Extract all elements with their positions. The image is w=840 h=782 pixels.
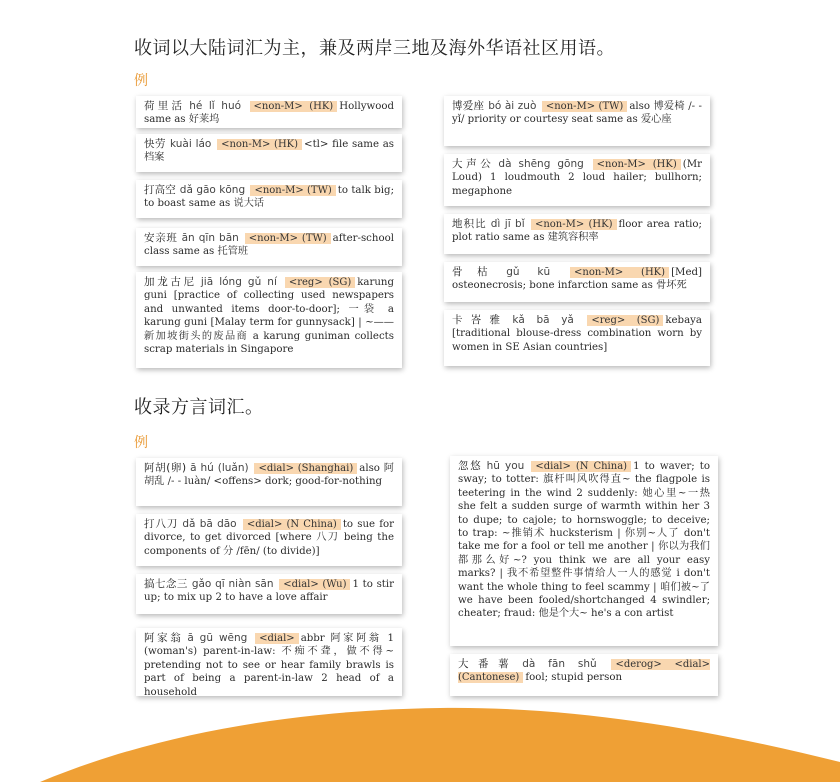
label-tag: <dial> (Shanghai) bbox=[254, 463, 357, 474]
pinyin: hū you bbox=[486, 460, 525, 472]
decorative-wave bbox=[0, 692, 840, 782]
headword: 快劳 bbox=[144, 138, 166, 150]
entry-card bbox=[136, 134, 402, 172]
label-tag: <non-M> (TW) bbox=[542, 101, 627, 112]
pinyin: dì jī bǐ bbox=[490, 218, 525, 230]
entry-card bbox=[136, 272, 402, 368]
label-tag: <derog> <dial> (Cantonese) bbox=[458, 659, 711, 684]
pinyin: jiā lóng gǔ ní bbox=[200, 276, 277, 288]
definition: to talk big; to boast same as 说大话 bbox=[144, 185, 395, 210]
definition: 1 to waver; to sway; to totter: 旗杆叫风吹得直~ the flagpole is teetering in the wind 2 suddenly: 她心里~一热 she felt a sudden surge of warmth within her 3 to dupe; to cajole; to hornswoggle; to deceive; to trap: ~推销术 hucksterism | 你别~人了 don't take me for a fool or tell me another | 你以为我们都那么好~? you think we are all your easy marks? | 我不希望整件事情给人一人的感觉 i don't want the whole thing to feel scammy | 咱们被~了 we have been fooled/shortchanged 4 swindler; cheater; fraud: 他是个大~ he's a con artist bbox=[458, 461, 710, 620]
entry-card bbox=[136, 96, 402, 128]
entry-card bbox=[136, 628, 402, 696]
example-label-1: 例 bbox=[134, 73, 148, 89]
label-tag: <dial> (Wu) bbox=[279, 579, 350, 590]
definition: after-school class same as 托管班 bbox=[144, 233, 394, 258]
pinyin: ā hú (luǎn) bbox=[190, 462, 249, 474]
definition: kebaya [traditional blouse-dress combination worn by women in SE Asian countries] bbox=[452, 315, 702, 353]
pinyin: gǔ kū bbox=[506, 266, 551, 278]
definition: abbr 阿家阿翁 1 (woman's) parent-in-law: 不痴不聋，做不得~ pretending not to see or hear family brawls is part of being a parent-in-law 2 head of a household bbox=[144, 633, 394, 698]
headword: 安亲班 bbox=[144, 232, 178, 244]
headword: 荷里活 bbox=[144, 100, 186, 112]
heading-dialect: 收录方言词汇。 bbox=[134, 397, 264, 418]
label-tag: <dial> bbox=[255, 633, 299, 644]
definition: <tl> file same as 档案 bbox=[144, 139, 395, 164]
headword: 阿胡(卵) bbox=[144, 462, 187, 474]
pinyin: dǎ bā dāo bbox=[182, 518, 237, 530]
definition: also 阿胡乱 /- - luàn/ <offens> dork; good-for-nothing bbox=[144, 463, 394, 488]
entry-card bbox=[136, 228, 402, 266]
entry-card bbox=[136, 180, 402, 218]
headword: 骨枯 bbox=[452, 266, 503, 278]
definition: Hollywood same as 好莱坞 bbox=[144, 101, 395, 126]
label-tag: <non-M> (HK) bbox=[217, 139, 302, 150]
entry-card bbox=[444, 310, 710, 366]
pinyin: kǎ bā yǎ bbox=[512, 314, 574, 326]
entry-card bbox=[136, 458, 402, 506]
headword: 阿家翁 bbox=[144, 632, 184, 644]
entry-card bbox=[444, 154, 710, 206]
entry-card bbox=[136, 574, 402, 614]
pinyin: bó ài zuò bbox=[488, 100, 537, 112]
headword: 地积比 bbox=[452, 218, 487, 230]
label-tag: <dial> (N China) bbox=[243, 519, 341, 530]
headword: 大声公 bbox=[452, 158, 495, 170]
headword: 大番薯 bbox=[458, 658, 519, 670]
pinyin: hé lǐ huó bbox=[189, 100, 242, 112]
definition: 1 to stir up; to mix up 2 to have a love affair bbox=[144, 579, 395, 604]
entry-card bbox=[450, 654, 718, 696]
label-tag: <non-M> (HK) bbox=[593, 159, 681, 170]
label-tag: <non-M> (HK) bbox=[250, 101, 338, 112]
example-label-2: 例 bbox=[134, 435, 148, 451]
label-tag: <reg> (SG) bbox=[285, 277, 355, 288]
label-tag: <non-M> (TW) bbox=[245, 233, 331, 244]
headword: 忽悠 bbox=[458, 460, 483, 472]
entry-card bbox=[450, 456, 718, 646]
pinyin: ā gū wēng bbox=[187, 632, 248, 644]
entry-card bbox=[444, 262, 710, 302]
entry-card bbox=[136, 514, 402, 566]
definition: to sue for divorce, to get divorced [where 八刀 being the components of 分 /fēn/ (to divide)] bbox=[144, 519, 395, 557]
pinyin: ān qīn bān bbox=[181, 232, 239, 244]
definition: floor area ratio; plot ratio same as 建筑容积率 bbox=[452, 219, 702, 244]
headword: 卡峇雅 bbox=[452, 314, 509, 326]
definition: karung guni [practice of collecting used newspapers and unwanted items door-to-door]; 一袋 a karung guni [Malay term for gunnysack] | ~——新加坡街头的废品商 a karung guniman collects scrap materials in Singapore bbox=[144, 277, 395, 356]
headword: 打八刀 bbox=[144, 518, 179, 530]
headword: 加龙古尼 bbox=[144, 276, 197, 288]
pinyin: dà fān shǔ bbox=[522, 658, 597, 670]
label-tag: <non-M> (HK) bbox=[531, 219, 617, 230]
headword: 搞七念三 bbox=[144, 578, 188, 590]
definition: (Mr Loud) 1 loudmouth 2 loud hailer; bullhorn; megaphone bbox=[452, 159, 703, 197]
label-tag: <non-M> (HK) bbox=[570, 267, 669, 278]
pinyin: gǎo qī niàn sān bbox=[191, 578, 274, 590]
entry-card bbox=[444, 214, 710, 254]
label-tag: <dial> (N China) bbox=[531, 461, 631, 472]
heading-regional: 收词以大陆词汇为主，兼及两岸三地及海外华语社区用语。 bbox=[134, 38, 615, 59]
definition: [Med] osteonecrosis; bone infarction same as 骨坏死 bbox=[452, 267, 702, 292]
pinyin: dà shēng gōng bbox=[498, 158, 584, 170]
definition: also 博爱椅 /- - yǐ/ priority or courtesy seat same as 爱心座 bbox=[452, 101, 702, 126]
definition: fool; stupid person bbox=[525, 672, 623, 684]
headword: 打高空 bbox=[144, 184, 176, 196]
pinyin: dǎ gāo kōng bbox=[179, 184, 246, 196]
label-tag: <reg> (SG) bbox=[587, 315, 663, 326]
pinyin: kuài láo bbox=[169, 138, 212, 150]
headword: 博爱座 bbox=[452, 100, 485, 112]
label-tag: <non-M> (TW) bbox=[250, 185, 335, 196]
entry-card bbox=[444, 96, 710, 146]
